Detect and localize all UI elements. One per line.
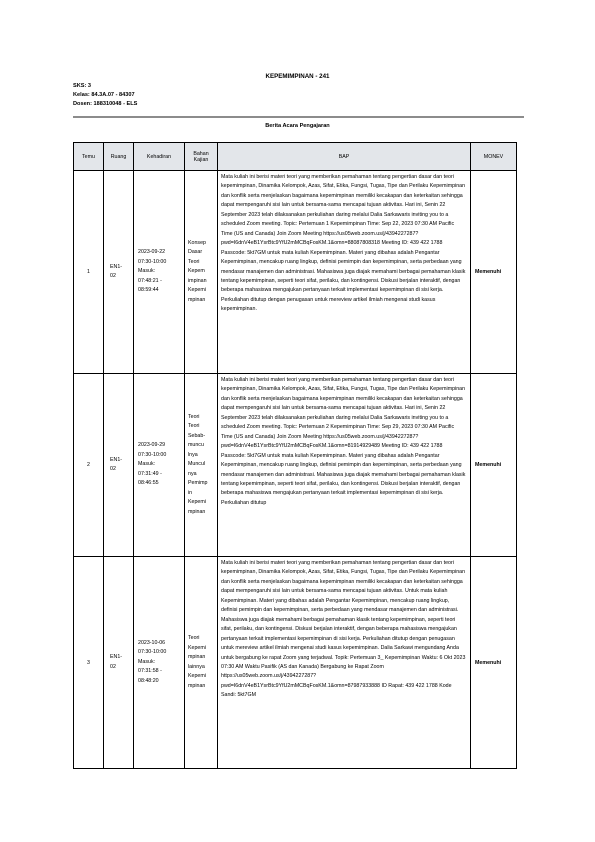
kehadiran-cell: 2023-09-29 07:30-10:00 Masuk: 07:31:49 - 08:46:55 [134, 374, 185, 557]
kelas-line: Kelas: 84.3A.07 - 84307 [73, 92, 135, 98]
temu-cell: 3 [74, 557, 104, 769]
sks-line: SKS: 3 [73, 83, 92, 89]
bahan-kajian-cell: Teori Kepemi mpinan lainnya Kepemi mpinan [185, 557, 218, 769]
temu-cell: 1 [74, 171, 104, 374]
course-meta [73, 82, 137, 109]
bahan-kajian-cell: Teori Teori Sebab- muncu lnya Muncul nya Pemimp in Kepemi mpinan [185, 374, 218, 557]
table-row [74, 171, 517, 374]
bap-cell: Mata kuliah ini berisi materi teori yang memberikan pemahaman tentang pengertian dasar dan teori kepemimpinan, Dinamika Kelompok, Azas, Sifat, Etika, Fungsi, Tugas, Tipe dan Perilaku Kepemimpinan dan konflik serta menjelaskan bagaimana kepemimpinan memiliki kecakapan dan keterkaitan sehingga dapat mempengaruhi sisi lain untuk bersama-sama mencapai tujuan aktivitas. Hari ini, Senin 22 September 2023 telah dilaksanakan perkuliahan daring melalui Dalia Sarkawaris inviting you to a scheduled Zoom meeting. Topic: Pertemuan 2 Kepemimpinan Time: Sep 29, 2023 07:30 AM Pacific Time (US and Canada) Join Zoom Meeting https://us05web.zoom.us/j/4394227287?pwd=I6dnV4eB1YsrBtc9YfU2mMCBqFosKM.1&omn=81914929489 Meeting ID: 439 422 1788 Passcode: 5kt7GM untuk mata kuliah Kepemimpinan. Materi yang dibahas adalah Pengantar Kepemimpinan, mencakup ruang lingkup, definisi pemimpin dan kepemimpinan, serta perbedaan yang mendasar manajemen dan administrasi. Mahasiswa juga diajak memahami berbagai pemahaman klasik tentang kepemimpinan, seperti teori sifat, perilaku, dan kontingensi. Diskusi berjalan interaktif, dengan beberapa mahasiswa mengajukan pertanyaan terkait implementasi kepemimpinan di sisi kerja. Perkuliahan ditutup [218, 374, 471, 557]
monev-cell: Memenuhi [471, 374, 517, 557]
bahan-kajian-cell: Konsep Dasar Teori Kepem impinan Kepemi mpinan [185, 171, 218, 374]
table-row [74, 374, 517, 557]
column-header-bap: BAP [218, 143, 471, 171]
table-row [74, 557, 517, 769]
column-header-monev: MONEV [471, 143, 517, 171]
bap-cell: Mata kuliah ini berisi materi teori yang memberikan pemahaman tentang pengertian dasar dan teori kepemimpinan, Dinamika Kelompok, Azas, Sifat, Etika, Fungsi, Tugas, Tipe dan Perilaku Kepemimpinan dan konflik serta menjelaskan bagaimana kepemimpinan memiliki kecakapan dan keterkaitan sehingga dapat mempengaruhi sisi lain untuk bersama-sama mencapai tujuan aktivitas. Hari ini, Senin 22 September 2023 telah dilaksanakan perkuliahan daring melalui Dalia Sarkawaris inviting you to a scheduled Zoom meeting. Topic: Pertemuan 1 Kepemimpinan Time: Sep 22, 2023 07:30 AM Pacific Time (US and Canada) Join Zoom Meeting https://us05web.zoom.us/j/4394227287?pwd=I6dnV4eB1YsrBtc9YfU2mMCBqFosKM.1&omn=88087808318 Meeting ID: 439 422 1788 Passcode: 5kt7GM untuk mata kuliah Kepemimpinan. Materi yang dibahas adalah Pengantar Kepemimpinan, mencakup ruang lingkup, definisi pemimpin dan kepemimpinan, serta perbedaan yang mendasar manajemen dan administrasi. Mahasiswa juga diajak memahami berbagai pemahaman klasik tentang kepemimpinan, seperti teori sifat, perilaku, dan kontingensi. Diskusi berjalan interaktif, dengan beberapa mahasiswa mengajukan pertanyaan terkait implementasi kepemimpinan di sisi kerja. Perkuliahan ditutup dengan penugasan untuk mereview artikel ilmiah mengenai studi kasus kepemimpinan. [218, 171, 471, 374]
header-divider [73, 116, 524, 118]
section-title: Berita Acara Pengajaran [265, 123, 330, 129]
monev-cell: Memenuhi [471, 171, 517, 374]
column-header-ruang: Ruang [104, 143, 134, 171]
column-header-bahan-kajian: Bahan Kajian [185, 143, 218, 171]
ruang-cell: EN1- 02 [104, 557, 134, 769]
kehadiran-cell: 2023-09-22 07:30-10:00 Masuk: 07:48:21 - 08:59:44 [134, 171, 185, 374]
temu-cell: 2 [74, 374, 104, 557]
dosen-line: Dosen: 188310048 - ELS [73, 101, 138, 107]
kehadiran-cell: 2023-10-06 07:30-10:00 Masuk: 07:31:58 - 08:48:20 [134, 557, 185, 769]
teaching-report-table [73, 142, 517, 769]
table-header-row [74, 143, 517, 171]
column-header-temu: Temu [74, 143, 104, 171]
column-header-kehadiran: Kehadiran [134, 143, 185, 171]
ruang-cell: EN1- 02 [104, 171, 134, 374]
ruang-cell: EN1- 02 [104, 374, 134, 557]
bap-cell: Mata kuliah ini berisi materi teori yang memberikan pemahaman tentang pengertian dasar dan teori kepemimpinan, Dinamika Kelompok, Azas, Sifat, Etika, Fungsi, Tugas, Tipe dan Perilaku Kepemimpinan dan konflik serta menjelaskan bagaimana kepemimpinan memiliki kecakapan dan keterkaitan sehingga dapat mempengaruhi sisi lain untuk bersama-sama mencapai tujuan aktivitas. Untuk mata kuliah Kepemimpinan. Materi yang dibahas adalah Pengantar Kepemimpinan, mencakup ruang lingkup, definisi pemimpin dan kepemimpinan, serta perbedaan yang mendasar manajemen dan administrasi. Mahasiswa juga diajak memahami berbagai pemahaman klasik tentang kepemimpinan, seperti teori sifat, perilaku, dan kontingensi. Diskusi berjalan interaktif, dengan beberapa mahasiswa mengajukan pertanyaan terkait implementasi kepemimpinan di sisi kerja. Perkuliahan ditutup dengan penugasan untuk mereview artikel ilmiah mengenai studi kasus kepemimpinan. Dalia Sarkawi mengundang Anda untuk bergabung ke rapat Zoom yang terjadwal. Topik: Pertemuan 3_ Kepemimpinan Waktu: 6 Okt 2023 07:30 AM Waktu Pasifik (AS dan Kanada) Bergabung ke Rapat Zoom https://us05web.zoom.us/j/4394227287?pwd=I6dnV4eB1YsrBtc9YfU2mMCBqFosKM.1&omn=87987933888 ID Rapat: 439 422 1788 Kode Sandi: 5kt7GM [218, 557, 471, 769]
document-title: KEPEMIMPINAN - 241 [265, 73, 330, 80]
monev-cell: Memenuhi [471, 557, 517, 769]
